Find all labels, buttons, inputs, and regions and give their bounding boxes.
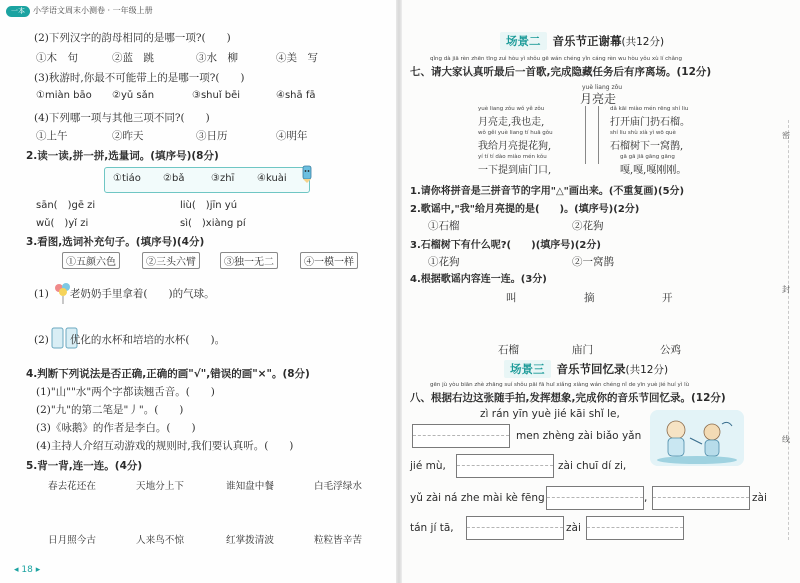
q7-title: 七、请大家认真听最后一首歌,完成隐藏任务后有序离场。(12分) <box>410 66 712 78</box>
memoir-line-3a: jié mù, <box>410 460 446 472</box>
poem-top-3[interactable]: 谁知盘中餐 <box>226 481 274 492</box>
scene-2-score: (共12分) <box>621 36 665 48</box>
measure-item-3: wǔ( )yǐ zi <box>36 218 89 229</box>
memoir-line-5b: zài <box>566 522 581 534</box>
idiom-sentence-2: (2) 优化的水杯和培培的水杯( )。 <box>34 334 226 346</box>
lyric-1-pinyin: yuè liang zǒu wǒ yě zǒu <box>478 106 545 112</box>
measure-word-box <box>104 167 310 193</box>
measure-item-1: sān( )gē zi <box>36 200 96 211</box>
q8-title: 八、根据右边这张随手拍,发挥想象,完成你的音乐节回忆录。(12分) <box>410 392 726 404</box>
memoir-answer-4[interactable] <box>652 486 750 510</box>
question-2-title: 2.读一读,拼一拼,选量词。(填序号)(8分) <box>26 150 219 162</box>
poem-title-pinyin: yuè liang zǒu <box>582 84 623 91</box>
idiom-option-4: ④一模一样 <box>300 252 358 269</box>
q7-sub-2-option-a[interactable]: ①石榴 <box>428 220 460 232</box>
memoir-line-3b: zài chuī dí zi, <box>558 460 627 472</box>
option-2-3-b[interactable]: ②yǔ sǎn <box>112 90 155 101</box>
lyric-2-pinyin: dǎ kāi miào mén rēng shí liu <box>610 106 689 112</box>
question-3-title: 3.看图,选词补充句子。(填序号)(4分) <box>26 236 205 248</box>
memoir-answer-3[interactable] <box>546 486 644 510</box>
judge-item-2: (2)"九"的第二笔是"丿"。( ) <box>36 404 184 416</box>
option-2-4-c[interactable]: ③日历 <box>196 130 228 142</box>
q7-sub-1: 1.请你将拼音是三拼音节的字用"△"画出来。(不重复画)(5分) <box>410 186 685 197</box>
poem-bottom-1[interactable]: 日月照今古 <box>48 535 96 546</box>
poem-top-1[interactable]: 春去花还在 <box>48 481 96 492</box>
q8-pinyin: gēn jù yòu biān zhè zhāng suí shǒu pāi fā huī xiǎng xiàng wán chéng nǐ de yīn yuè jié huí yì lù <box>430 382 690 388</box>
option-2-2-c[interactable]: ③水 柳 <box>196 52 238 64</box>
match-top-1[interactable]: 叫 <box>506 292 517 304</box>
page-gutter <box>396 0 402 583</box>
lyric-5-pinyin: yí tí tí dào miào mén kǒu <box>478 154 547 160</box>
measure-option-2: ②bǎ <box>163 173 185 184</box>
option-2-2-a[interactable]: ①木 句 <box>36 52 78 64</box>
scene-2-title: 音乐节正谢幕 <box>552 34 622 48</box>
q7-sub-2: 2.歌谣中,"我"给月亮提的是( )。(填序号)(2分) <box>410 204 640 215</box>
question-4-title: 4.判断下列说法是否正确,正确的画"√",错误的画"×"。(8分) <box>26 368 310 380</box>
lyric-6: 嘎,嘎,嘎刚刚。 <box>620 165 687 176</box>
idiom-option-1: ①五颜六色 <box>62 252 120 269</box>
question-5-title: 5.背一背,连一连。(4分) <box>26 460 143 472</box>
measure-item-2: liù( )jīn yú <box>180 200 238 211</box>
judge-item-1: (1)"山""水"两个字都读翘舌音。( ) <box>36 386 215 398</box>
option-2-3-d[interactable]: ④shā fā <box>276 90 316 101</box>
idiom-option-2: ②三头六臂 <box>142 252 200 269</box>
lyric-3-pinyin: wǒ gěi yuè liang tí huā gǒu <box>478 130 553 136</box>
scene-2-banner <box>500 32 664 50</box>
measure-item-4: sì( )xiàng pí <box>180 218 246 229</box>
option-2-3-c[interactable]: ③shuǐ bēi <box>192 90 241 101</box>
seal-label-1: 密 <box>782 131 790 140</box>
match-top-3[interactable]: 开 <box>662 292 673 304</box>
question-2-2: (2)下列汉字的韵母相同的是哪一项?( ) <box>34 32 231 44</box>
option-2-4-d[interactable]: ④明年 <box>276 130 308 142</box>
measure-option-1: ①tiáo <box>113 173 141 184</box>
seal-label-3: 线 <box>782 435 790 444</box>
pencil-mascot-icon <box>300 164 314 184</box>
memoir-comma: , <box>644 492 648 504</box>
poem-top-4[interactable]: 白毛浮绿水 <box>314 481 362 492</box>
match-bottom-3[interactable]: 公鸡 <box>660 344 681 356</box>
memoir-line-2: men zhèng zài biǎo yǎn <box>516 430 642 442</box>
seal-label-2: 封 <box>782 285 790 294</box>
lyric-4: 石榴树下一窝鹊, <box>610 141 684 152</box>
binding-line <box>788 120 789 540</box>
q7-pinyin: qǐng dà jiā rèn zhēn tīng zuì hòu yì shǒu gē wán chéng yǐn cáng rèn wu hòu yǒu xù lí chǎng <box>430 56 682 62</box>
measure-option-3: ③zhī <box>211 173 235 184</box>
judge-item-4: (4)主持人介绍互动游戏的规则时,我们要认真听。( ) <box>36 440 294 452</box>
memoir-line-1: zì rán yīn yuè jié kāi shǐ le, <box>480 408 620 420</box>
scene-3-tag: 场景三 <box>504 360 551 378</box>
q7-sub-3: 3.石榴树下有什么呢?( )(填序号)(2分) <box>410 240 601 251</box>
music-festival-photo <box>650 410 744 466</box>
poem-bottom-4[interactable]: 粒粒皆辛苦 <box>314 535 362 546</box>
q7-sub-3-option-b[interactable]: ②一窝鹊 <box>572 256 614 268</box>
poem-top-2[interactable]: 天地分上下 <box>136 481 184 492</box>
lyric-3: 我给月亮提花狗, <box>478 141 552 152</box>
memoir-line-4b: zài <box>752 492 767 504</box>
memoir-answer-2[interactable] <box>456 454 554 478</box>
memoir-line-4a: yǔ zài ná zhe mài kè fēng <box>410 492 545 504</box>
memoir-answer-1[interactable] <box>412 424 510 448</box>
option-2-2-b[interactable]: ②蓝 跳 <box>112 52 154 64</box>
judge-item-3: (3)《咏鹅》的作者是李白。( ) <box>36 422 196 434</box>
poem-divider-right <box>598 106 599 164</box>
lyric-1: 月亮走,我也走, <box>478 117 545 128</box>
memoir-answer-6[interactable] <box>586 516 684 540</box>
header-title: 小学语文周末小测卷 · 一年级上册 <box>33 6 153 15</box>
measure-option-4: ④kuài <box>257 173 287 184</box>
lyric-5: 一下提到庙门口, <box>478 165 552 176</box>
question-2-4: (4)下列哪一项与其他三项不同?( ) <box>34 112 210 124</box>
memoir-line-5a: tán jí tā, <box>410 522 454 534</box>
lyric-6-pinyin: gā gā jiā gāng gāng <box>620 154 675 160</box>
match-bottom-2[interactable]: 庙门 <box>572 344 593 356</box>
option-2-4-a[interactable]: ①上午 <box>36 130 68 142</box>
scene-3-banner <box>504 360 668 378</box>
q7-sub-3-option-a[interactable]: ①花狗 <box>428 256 460 268</box>
memoir-answer-5[interactable] <box>466 516 564 540</box>
poem-bottom-2[interactable]: 人来鸟不惊 <box>136 535 184 546</box>
idiom-sentence-1: (1) 老奶奶手里拿着( )的气球。 <box>34 288 215 300</box>
scene-3-score: (共12分) <box>625 364 669 376</box>
page-number: ◂ 18 ▸ <box>14 565 41 575</box>
poem-divider-left <box>585 106 586 164</box>
poem-bottom-3[interactable]: 红掌拨清波 <box>226 535 274 546</box>
lyric-2: 打开庙门扔石榴。 <box>610 117 690 128</box>
option-2-2-d[interactable]: ④美 写 <box>276 52 318 64</box>
match-top-2[interactable]: 摘 <box>584 292 595 304</box>
header-badge: 一本 <box>6 6 30 17</box>
poem-title: 月亮走 <box>580 92 617 106</box>
option-2-3-a[interactable]: ①miàn bāo <box>36 90 92 101</box>
option-2-4-b[interactable]: ②昨天 <box>112 130 144 142</box>
scene-3-title: 音乐节回忆录 <box>556 362 626 376</box>
q7-sub-2-option-b[interactable]: ②花狗 <box>572 220 604 232</box>
q7-sub-4: 4.根据歌谣内容连一连。(3分) <box>410 274 547 285</box>
question-2-3: (3)秋游时,你最不可能带上的是哪一项?( ) <box>34 72 245 84</box>
lyric-4-pinyin: shí liu shù xià yì wō què <box>610 130 676 136</box>
idiom-option-3: ③独一无二 <box>220 252 278 269</box>
scene-2-tag: 场景二 <box>500 32 547 50</box>
match-bottom-1[interactable]: 石榴 <box>498 344 519 356</box>
